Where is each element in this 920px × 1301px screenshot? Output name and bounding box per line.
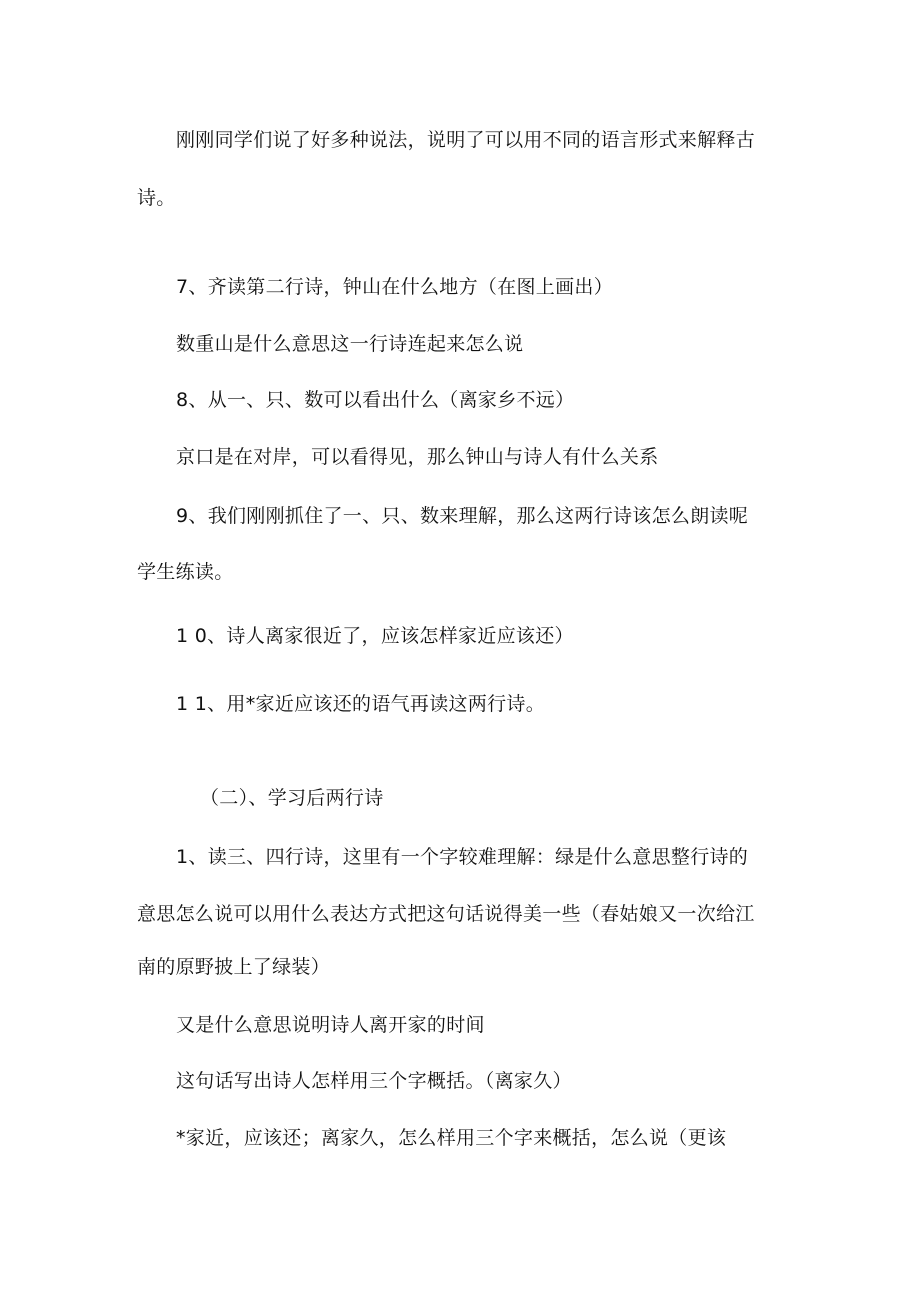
text-line-14: 南的原野披上了绿装） <box>137 956 331 978</box>
text-line-12: 1、读三、四行诗，这里有一个字较难理解：绿是什么意思整行诗的 <box>176 846 749 868</box>
text-line-17: *家近，应该还；离家久，怎么样用三个字来概括，怎么说（更该 <box>176 1127 727 1149</box>
text-line-3: 7、齐读第二行诗，钟山在什么地方（在图上画出） <box>176 276 613 298</box>
text-line-6: 京口是在对岸，可以看得见，那么钟山与诗人有什么关系 <box>176 446 659 468</box>
text-line-9: 1 0、诗人离家很近了，应该怎样家近应该还） <box>176 625 574 647</box>
text-line-10: 1 1、用*家近应该还的语气再读这两行诗。 <box>176 693 546 715</box>
text-line-4: 数重山是什么意思这一行诗连起来怎么说 <box>176 333 524 355</box>
text-line-15: 又是什么意思说明诗人离开家的时间 <box>176 1014 485 1036</box>
text-line-13: 意思怎么说可以用什么表达方式把这句话说得美一些（春姑娘又一次给江 <box>137 903 755 925</box>
section-heading: （二）、学习后两行诗 <box>200 787 384 809</box>
text-line-2: 诗。 <box>137 187 176 209</box>
text-line-7: 9、我们刚刚抓住了一、只、数来理解，那么这两行诗该怎么朗读呢 <box>176 505 749 527</box>
text-line-8: 学生练读。 <box>137 561 234 583</box>
text-line-16: 这句话写出诗人怎样用三个字概括。（离家久） <box>176 1070 572 1092</box>
text-line-5: 8、从一、只、数可以看出什么（离家乡不远） <box>176 389 575 411</box>
text-line-1: 刚刚同学们说了好多种说法，说明了可以用不同的语言形式来解释古 <box>176 129 756 151</box>
